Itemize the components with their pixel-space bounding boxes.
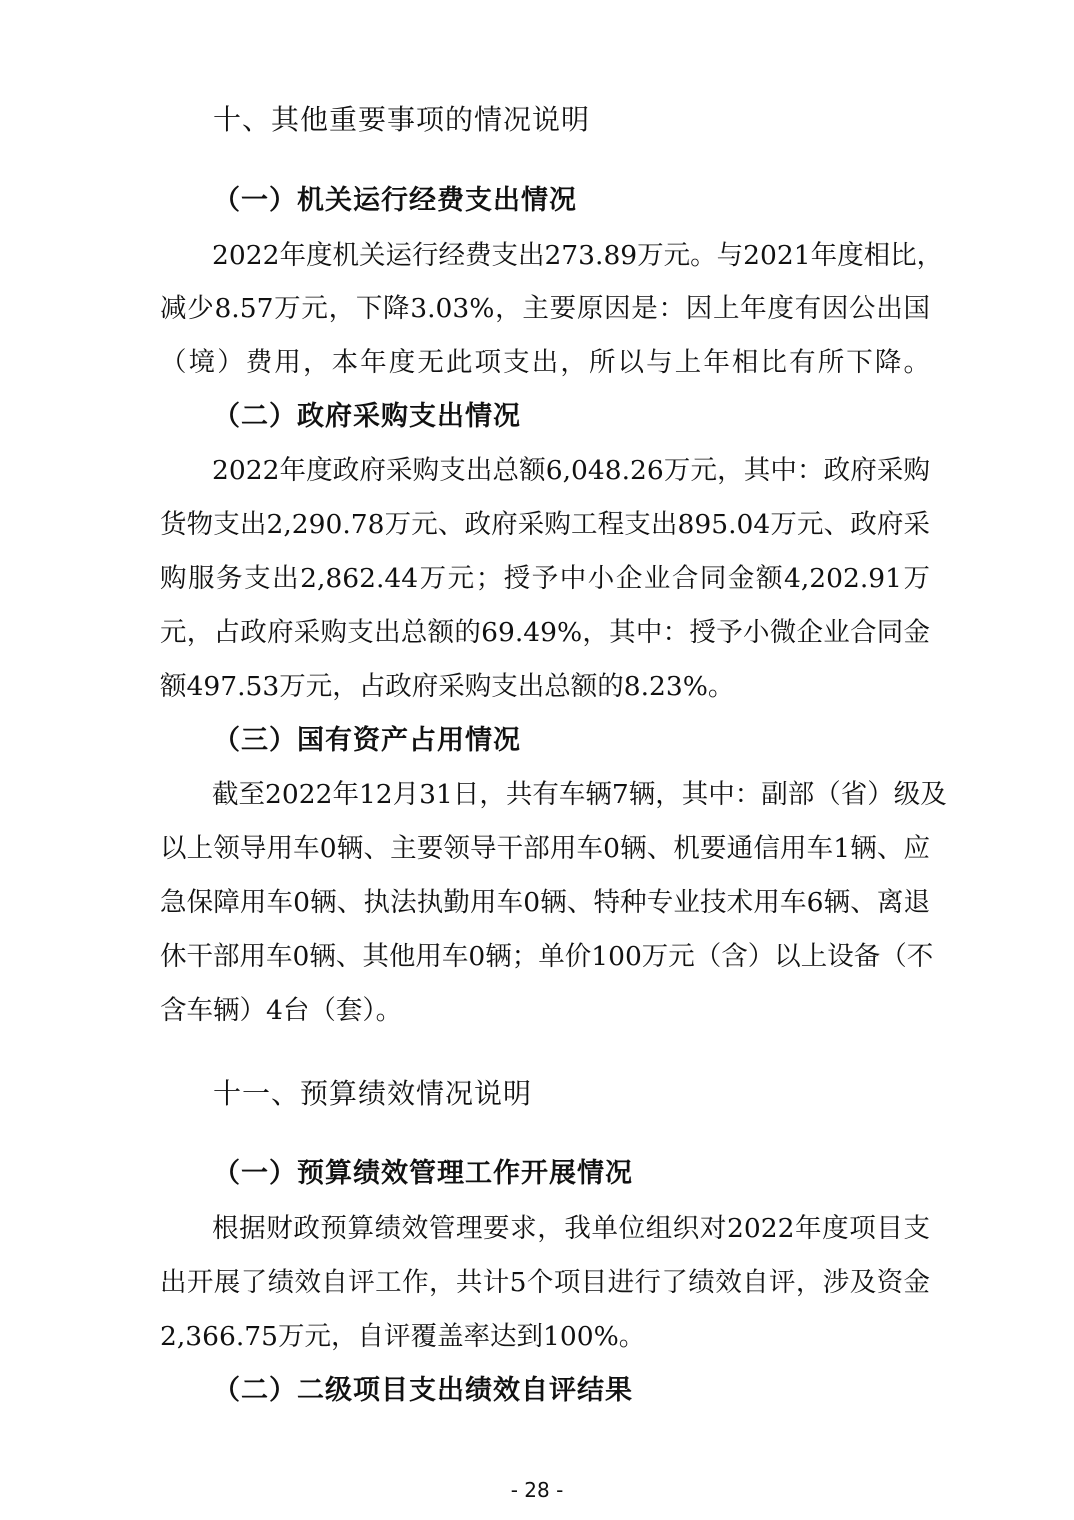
subsection-heading: （一）机关运行经费支出情况 xyxy=(213,185,577,216)
paragraph-line: 出开展了绩效自评工作，共计5个项目进行了绩效自评，涉及资金 xyxy=(160,1267,930,1298)
paragraph-line: 额497.53万元，占政府采购支出总额的8.23%。 xyxy=(160,671,735,702)
paragraph-line: 货物支出2,290.78万元、政府采购工程支出895.04万元、政府采 xyxy=(160,509,930,540)
paragraph-line: 减少8.57万元，下降3.03%，主要原因是：因上年度有因公出国 xyxy=(160,293,930,324)
paragraph-line: 含车辆）4台（套）。 xyxy=(160,995,403,1026)
paragraph-line: 以上领导用车0辆、主要领导干部用车0辆、机要通信用车1辆、应 xyxy=(160,833,930,864)
paragraph-line: 元，占政府采购支出总额的69.49%，其中：授予小微企业合同金 xyxy=(160,617,930,648)
section-10-heading: 十、其他重要事项的情况说明 xyxy=(213,103,591,136)
paragraph-line: 2,366.75万元，自评覆盖率达到100%。 xyxy=(160,1321,646,1352)
subsection-heading: （二）二级项目支出绩效自评结果 xyxy=(213,1375,633,1406)
paragraph-line: 急保障用车0辆、执法执勤用车0辆、特种专业技术用车6辆、离退 xyxy=(160,887,930,918)
paragraph-line: 休干部用车0辆、其他用车0辆；单价100万元（含）以上设备（不 xyxy=(160,941,934,972)
subsection-heading: （三）国有资产占用情况 xyxy=(213,725,521,756)
page-number: - 28 - xyxy=(510,1478,564,1502)
paragraph-line: 2022年度机关运行经费支出273.89万元。与2021年度相比， xyxy=(212,240,944,271)
paragraph-line: 购服务支出2,862.44万元；授予中小企业合同金额4,202.91万 xyxy=(160,563,930,594)
paragraph-line: 根据财政预算绩效管理要求，我单位组织对2022年度项目支 xyxy=(212,1213,930,1244)
subsection-heading: （二）政府采购支出情况 xyxy=(213,401,521,432)
paragraph-line: 截至2022年12月31日，共有车辆7辆，其中：副部（省）级及 xyxy=(212,779,947,810)
section-11-heading: 十一、预算绩效情况说明 xyxy=(213,1077,533,1110)
subsection-heading: （一）预算绩效管理工作开展情况 xyxy=(213,1158,633,1189)
paragraph-line: 2022年度政府采购支出总额6,048.26万元，其中：政府采购 xyxy=(212,455,930,486)
paragraph-line: （境）费用，本年度无此项支出，所以与上年相比有所下降。 xyxy=(160,347,930,378)
